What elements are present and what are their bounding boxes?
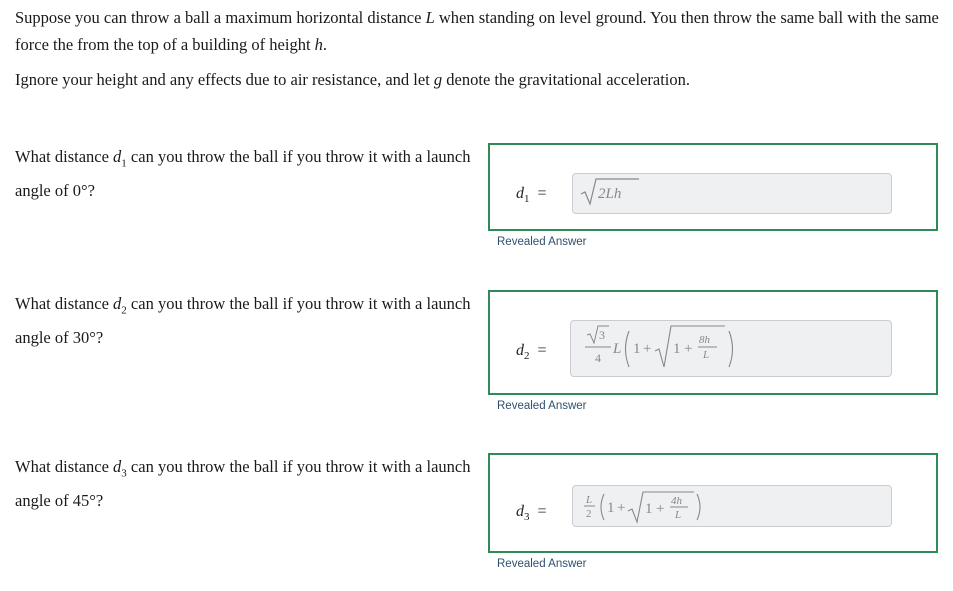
sqrt-expression-1 [579, 174, 659, 213]
d3-label: $d_3$ = [516, 503, 547, 524]
revealed-answer-2[interactable]: Revealed Answer [497, 400, 587, 412]
answer-box-3 [488, 453, 938, 553]
formula-expression-3 [579, 486, 739, 526]
inner-one-3: 1 [645, 501, 653, 517]
question-2-text: What distance $d_2$ can you throw the ball if you throw it with a launch angle of 30°? [15, 294, 471, 348]
var-L-2: L [613, 341, 622, 357]
frac-num-3: L [586, 494, 593, 506]
revealed-answer-1[interactable]: Revealed Answer [497, 236, 587, 248]
frac-den-2: 4 [595, 351, 601, 365]
problem-paragraph-1: Suppose you can throw a ball a maximum horizontal distance L when standing on level ground. You then throw the same ball with the same force the from the top of a building of height h. [15, 8, 939, 54]
frac-num-2: 3 [599, 328, 605, 342]
sqrt-content-1: 2Lh [598, 186, 622, 202]
inner-one-2: 1 [673, 341, 681, 357]
formula-expression-2 [577, 321, 777, 376]
inner-den-3: L [675, 509, 682, 521]
one-2: 1 [633, 341, 641, 357]
answer-input-2[interactable] [570, 320, 892, 377]
inner-num-3: 4h [671, 495, 682, 507]
problem-paragraph-2: Ignore your height and any effects due to air resistance, and let g denote the gravitational acceleration. [15, 70, 691, 89]
answer-box-2 [488, 290, 938, 395]
inner-plus-2: + [684, 341, 693, 357]
plus-3: + [617, 500, 626, 516]
d2-label: $d_2$ = [516, 342, 547, 363]
plus-2: + [643, 341, 652, 357]
inner-num-2: 8h [699, 334, 710, 346]
frac-den-3: 2 [586, 508, 592, 520]
revealed-answer-3[interactable]: Revealed Answer [497, 558, 587, 570]
inner-plus-3: + [656, 501, 665, 517]
question-1-text: What distance $d_1$ can you throw the ball if you throw it with a launch angle of 0°? [15, 147, 471, 201]
one-3: 1 [607, 500, 615, 516]
question-3-text: What distance $d_3$ can you throw the ball if you throw it with a launch angle of 45°? [15, 457, 471, 511]
inner-den-2: L [703, 349, 710, 361]
d1-label: $d_1$ = [516, 185, 547, 206]
answer-input-3[interactable] [572, 485, 892, 527]
answer-input-1[interactable] [572, 173, 892, 214]
answer-box-1 [488, 143, 938, 231]
problem-statement [15, 4, 945, 93]
